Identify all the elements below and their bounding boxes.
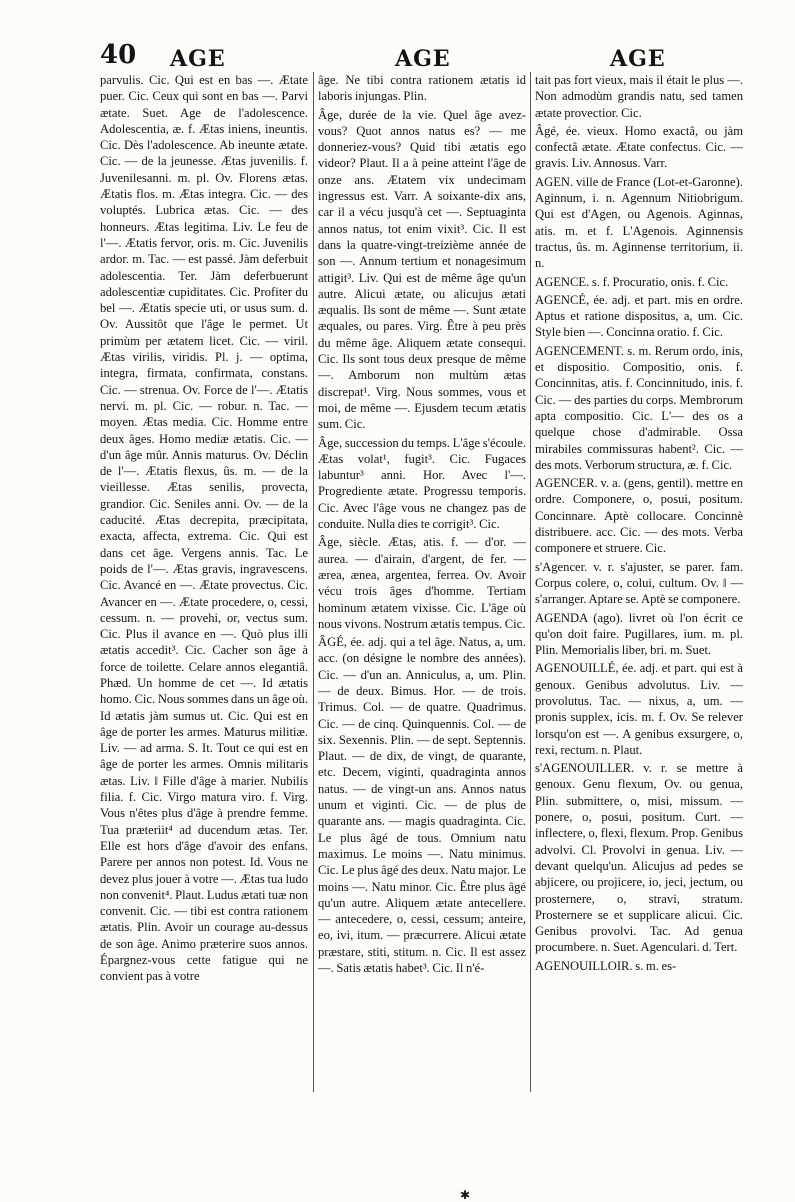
entry-paragraph: parvulis. Cic. Qui est en bas —. Ætate puer. Cic. Ceux qui sont en bas —. Parvi ætate. Suet. Age de l'adolescence. Adolescentia, æ. f. Ætas iniens, ineuntis. Cic. Dès l'adolescence. Ab ineunte ætate. Cic. — de la jeunesse. Ætas juvenilis. f. Juvenilesanni. m. pl. Ov. Florens ætas. Ætatis flos. m. Ætas integra. Cic. — des voluptés. Lubrica ætas. Cic. — des honneurs. Ætas legitima. Liv. Le feu de l'—. Ætatis fervor, oris. m. Cic. Juvenilis ardor. m. Tac. — est passé. Jàm deferbuit adolescentia. Ter. Jàm deferbuerunt adolescentiæ cupiditates. Cic. Profiter du bel —. Ætatis specie uti, or usus sum. d. Ov. Aussitôt que l'âge le permet. Ut primùm per ætatem licet. Cic. — viril. Ætas virilis, viridis. Pl. j. — optima, integra, firmata, confirmata, constans. Cic. — strenua. Ov. Force de l'—. Ætatis nervi. m. pl. Cic. — robur. n. Tac. — moyen. Ætas media. Cic. Homme entre deux âges. Homo mediæ ætatis. Cic. — d'un âge mûr. Annis maturus. Ov. Déclin de l'—. Ætatis flexus, ûs. m. — de la vieillesse. Ætas senilis, provecta, grandior. Cic. Seniles anni. Ov. — de la caducité. Ætas decrepita, præcipitata, exacta, affecta, extrema. Cic. Qui est dans cet âge. Vergens annis. Tac. Le poids de l'—. Ætas gravis, ingravescens. Cic. Avancé en —. Ætate provectus. Cic. Avancer en —. Ætate procedere, o, cessi, cessum. n. — provehi, or, vectus sum. Cic. Plus il avance en —. Quò plus illi ætatis accedit³. Cic. Cacher son âge à force de toilette. Celare annos elegantiâ. Phæd. Un homme de cet —. Id ætatis homo. Cic. Nous sommes dans un âge où. Id ætatis jàm sumus ut. Cic. Qui est en âge de porter les armes. Maturus militiæ. Liv. — ad arma. S. It. Tout ce qui est en âge de porter les armes. Omnis militaris ætas. Liv. ‖ Fille d'âge à marier. Nubilis filia. f. Cic. Virgo matura viro. f. Virg. Vous n'êtes plus d'âge à prendre femme. Tua præteriit⁴ ad ducendum ætas. Ter. Elle est hors d'âge d'avoir des enfans. Parere per annos non potest. Id. Vous ne devez plus jouer à votre —. Ætas tua ludo non convenit⁴. Plaut. Ludus ætati tuæ non convenit. Cic. — tibi est contra rationem ætatis. Plin. Avoir un courage au-dessus de son âge. Animo præterire suos annos. Épargnez-vous cette fatigue qui ne convient pas à votre: [100, 73, 308, 984]
column-right: [535, 72, 743, 1092]
entry-paragraph: ÂGÉ, ée. adj. qui a tel âge. Natus, a, um. acc. (on désigne le nombre des années). Cic. — d'un an. Anniculus, a, um. Plin. — de deux. Bimus. Hor. — de trois. Trimus. Col. — de quatre. Quadrimus. Cic. — de cinq. Quinquennis. Col. — de six. Sexennis. Plin. — de sept. Septennis. Plaut. — de dix, de vingt, de quarante, etc. Decem, viginti, quadraginta annos natus. — de vingt-un ans. Annos natus unum et viginti. Cic. — de plus de quarante ans. — magis quadraginta. Cic. Le plus âgé de tous. Omnium natu maximus. Le moins —. Natu minimus. Cic. Le plus âgé des deux. Natu major. Le moins —. Natu minor. Cic. Être plus âgé qu'un autre. Aliquem ætate antecellere. — antecedere, o, cessi, cessum; anteire, eo, ivi, itum. — præcurrere. Alicui ætate præstare, stiti, stitum. n. Cic. Il est assez —. Satis ætatis habet³. Cic. Il n'é-: [318, 635, 526, 976]
column-left: [100, 72, 308, 1092]
entry-paragraph: tait pas fort vieux, mais il était le plus —. Non admodùm grandis natu, sed tamen ætate provectior. Cic.: [535, 73, 743, 120]
entry-paragraph: s'Agencer. v. r. s'ajuster, se parer. fam. Corpus colere, o, colui, cultum. Ov. ‖ — s'arranger. Aptare se. Aptè se componere.: [535, 559, 743, 607]
entry-paragraph: Âge, succession du temps. L'âge s'écoule. Ætas volat¹, fugit³. Cic. Fugaces labuntur³ anni. Hor. Avec l'—. Progrediente ætate. Progressu temporis. Cic. Avec l'âge vous ne changez pas de conduite. Nulla dies te corrigit³. Cic.: [318, 435, 526, 532]
entry-paragraph: AGENOUILLÉ, ée. adj. et part. qui est à genoux. Genibus advolutus. Liv. — provolutus. Tac. — nixus, a, um. — pronis supplex, icis. m. f. Ov. Se relever lorsqu'on est —. A genibus exsurgere, o, rexi, rectum. n. Plaut.: [535, 661, 743, 757]
column-divider-right: [530, 72, 531, 1092]
entry-paragraph: AGENCER. v. a. (gens, gentil). mettre en ordre. Componere, o, posui, positum. Concinnare. Aptè collocare. Concinnè distribuere. acc. Cic. — des mots. Verba componere et struere. Cic.: [535, 476, 743, 556]
entry-paragraph: AGENCÉ, ée. adj. et part. mis en ordre. Aptus et ratione dispositus, a, um. Cic. Style bien —. Concinna oratio. f. Cic.: [535, 292, 743, 340]
entry-paragraph: s'AGENOUILLER. v. r. se mettre à genoux. Genu flexum, Ov. ou genua, Plin. submittere, o, misi, missum. — ponere, o, posui, positum. Curt. — inflectere, o, flexi, flexum. Prop. Genibus advolvi. Cl. Provolvi in genua. Liv. — devant quelqu'un. Alicujus ad pedes se abjicere, ou projicere, io, jeci, jectum, ou prosternere, o, stravi, stratum. Prosternere se et supplicare alicui. Cic. Genibus provolvi. Tac. Ad genua procumbere. n. Suet. Agenculari. d. Tert.: [535, 761, 743, 955]
page-number: 40: [100, 40, 137, 70]
entry-paragraph: Âge, durée de la vie. Quel âge avez-vous? Quot annos natus es? — me donneriez-vous? Quid tibi ætatis ego videor? Plaut. Il a à peine atteint l'âge de onze ans. Ætatem vix undecimam ingressus est. Varr. A soixante-dix ans, car il a vécu jusqu'à cet —. Septuaginta annos natus, tot enim vixit³. Cic. Il est dans la quatre-vingt-treizième année de son —. Annum tertium et nonagesimum attigit³. Liv. Qui est de même âge qu'un autre. Alicui ætate, ou alicujus ætati æqualis. Ils sont de même —. Sunt ætate æquales, ou pares. Virg. Être à peu près du même âge. Aliquem ætate consequi. Cic. Ils sont tous deux presque de même —. Amborum non multùm ætas discrepat¹. Virg. Nous sommes, vous et moi, de même —. Ejusdem tecum ætatis sum. Cic.: [318, 107, 526, 432]
entry-paragraph: AGENCEMENT. s. m. Rerum ordo, inis, et dispositio. Compositio, onis. f. Concinnitas, atis. f. Concinnitudo, inis. f. Cic. — des parties du corps. Membrorum apta compositio. Cic. L'— des os a quelque chose d'admirable. Ossa mirabiles commissuras habent². Cic. — des mots. Verborum structura, æ. f. Cic.: [535, 343, 743, 472]
headword-center: AGE: [395, 46, 451, 72]
column-divider-left: [313, 72, 314, 1092]
entry-paragraph: Âge, siècle. Ætas, atis. f. — d'or. — aurea. — d'airain, d'argent, de fer. — ærea, ænea, argentea, ferrea. Ov. Avoir vécu trois âges d'homme. Tertiam hominum ætatem vixisse. Cic. L'âge où nous vivons. Nostrum ætatis tempus. Cic.: [318, 535, 526, 631]
column-middle: [318, 72, 526, 1092]
entry-paragraph: AGENCE. s. f. Procuratio, onis. f. Cic.: [535, 274, 729, 289]
entry-paragraph: AGENOUILLOIR. s. m. es-: [535, 958, 677, 973]
signature-mark: ✱: [460, 1188, 471, 1202]
entry-paragraph: Âgé, ée. vieux. Homo exactâ, ou jàm confectâ ætate. Ætate confectus. Cic. — gravis. Liv. Annosus. Varr.: [535, 123, 743, 171]
entry-paragraph: AGEN. ville de France (Lot-et-Garonne). Aginnum, i. n. Agennum Nitiobrigum. Qui est d'Agen, ou Agenois. Aginnas, atis. m. et f. L'Agenois. Aginnensis tractus, ûs. m. Aginnense territorium, ii. n.: [535, 174, 743, 271]
headword-right: AGE: [610, 46, 666, 72]
headword-left: AGE: [170, 46, 226, 72]
entry-paragraph: AGENDA (ago). livret où l'on écrit ce qu'on doit faire. Pugillares, ium. m. pl. Plin. Memorialis liber, bri. m. Suet.: [535, 610, 743, 658]
entry-paragraph: âge. Ne tibi contra rationem ætatis id laboris injungas. Plin.: [318, 73, 526, 104]
